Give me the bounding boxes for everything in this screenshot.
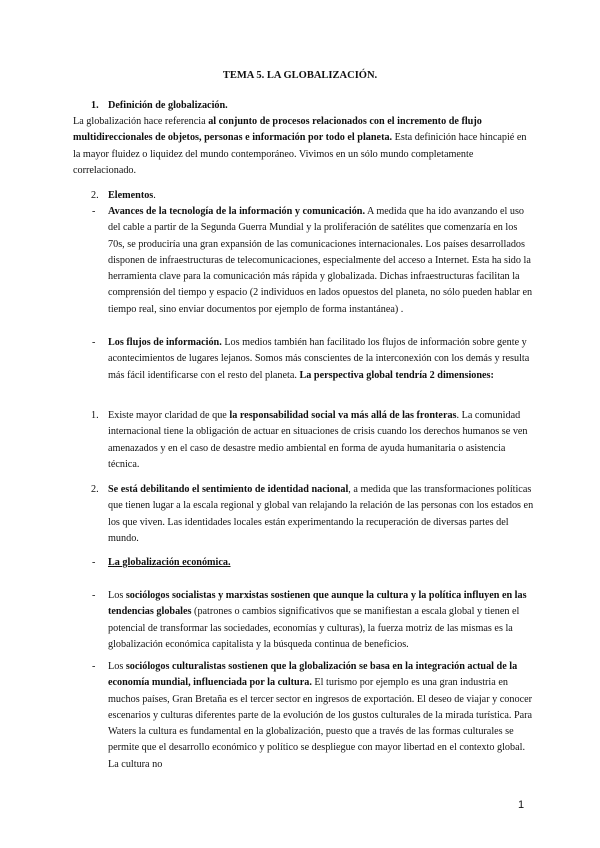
text-run: . (153, 190, 156, 201)
dimension-2-paragraph (108, 482, 536, 547)
bullet-culturalist (108, 659, 536, 773)
bold-run: al conjunto de procesos relacionados con el incremento de flujo multidireccionales de objetos, personas e información por todo el planeta. (73, 116, 482, 144)
dimension-1-number: 1. (91, 410, 99, 421)
page-title: TEMA 5. LA GLOBALIZACIÓN. (222, 70, 378, 81)
page-number: 1 (518, 799, 525, 811)
bold-run: Se está debilitando el sentimiento de identidad nacional (108, 484, 349, 495)
section-2-heading (108, 188, 156, 204)
bold-run: sociólogos socialistas y marxistas sostienen que aunque la cultura y la política influyen en las tendencias globales (108, 590, 527, 618)
dimension-2-number: 2. (91, 484, 99, 495)
dimension-1-paragraph (108, 408, 536, 473)
section-1-number: 1. (91, 100, 99, 111)
bold-run: Los flujos de información. (108, 337, 222, 348)
section-1-heading: Definición de globalización. (108, 100, 228, 111)
bold-run: La perspectiva global tendría 2 dimensiones: (299, 369, 494, 381)
text-run: Los (108, 590, 126, 601)
text-run: El turismo por ejemplo es una gran industria en muchos países, Gran Bretaña es el tercer sector en ingresos de exportación. El deseo de viajar y conocer escenarios y culturas diferentes parte de la evolución de los gustos culturales de la mirada turística. Para Waters la cultura es fundamental en la globalización, puesto que a través de las formas culturales se permite que el desarrollo económico y político se despliegue con mayor libertad en el contexto global. La cultura no (108, 677, 533, 770)
bullet-dash: - (92, 206, 96, 217)
text-run: Existe mayor claridad de que (108, 410, 230, 421)
section-3-heading: La globalización económica. (108, 557, 231, 568)
bullet-dash: - (92, 337, 96, 348)
text-run: Los (108, 661, 126, 672)
bold-run: Avances de la tecnología de la información y comunicación. (108, 206, 366, 217)
text-run: . La comunidad internacional tiene la obligación de actuar en situaciones de crisis cuando los derechos humanos se ven amenazados y en el caso de desastre medio ambiental en forma de ayuda humanitaria o asistencia técnica. (108, 410, 528, 470)
bold-run: sociólogos culturalistas sostienen que la globalización se basa en la integración actual de la economía mundial, influenciada por la cultura. (108, 661, 518, 689)
text-run: Esta definición hace hincapié en la mayor fluidez o liquidez del mundo contemporáneo. Vivimos en un sólo mundo completamente correlacionado. (73, 132, 527, 176)
bullet-dash: - (92, 557, 96, 568)
bullet-dash: - (92, 590, 96, 601)
bullet-socialist-marxist (108, 588, 536, 653)
text-run: (patrones o cambios significativos que se manifiestan a escala global y tienen el potencial de transformar las sociedades, economías y culturas), la fuerza motriz de las mismas es la globalización económica capitalista y la búsqueda continua de beneficios. (108, 606, 520, 650)
section-1-paragraph (73, 114, 535, 179)
text-run: La globalización hace referencia (73, 116, 209, 127)
section-2-number: 2. (91, 190, 99, 201)
bullet-dash: - (92, 661, 96, 672)
text-run: Los medios también han facilitado los flujos de información sobre gente y acontecimientos de lugares lejanos. Somos más conscientes de la interconexión con los demás y resulta más fácil identificarse con el resto del planeta. (108, 337, 530, 381)
bold-run: la responsabilidad social va más allá de las fronteras (229, 410, 457, 421)
bullet-information-flows (108, 335, 536, 384)
text-run: A medida que ha ido avanzando el uso del cable a partir de la Segunda Guerra Mundial y la proliferación de satélites que comenzaría en los 70s, se produciría una gran expansión de las comunicaciones internacionales. Los países desarrollados disponen de infraestructuras de telecomunicaciones, especialmente del acceso a Internet. Esta ha sido la herramienta clave para la comunicación más rápida y globalizada. Dichas infraestructuras facilitan la comprensión del tiempo y espacio (2 individuos en lados opuestos del planeta, no sólo pueden hablar en tiempo real, sino enviar documentos por ejemplo de forma instantánea) . (108, 206, 533, 315)
bullet-technology (108, 204, 536, 318)
text-run: , a medida que las transformaciones políticas que tienen lugar a la escala regional y global van relajando la relación de las personas con los estados en los que viven. Las identidades locales están experimentando la recuperación de diversas partes del mundo. (108, 484, 534, 544)
bold-run: Elementos (108, 190, 154, 201)
